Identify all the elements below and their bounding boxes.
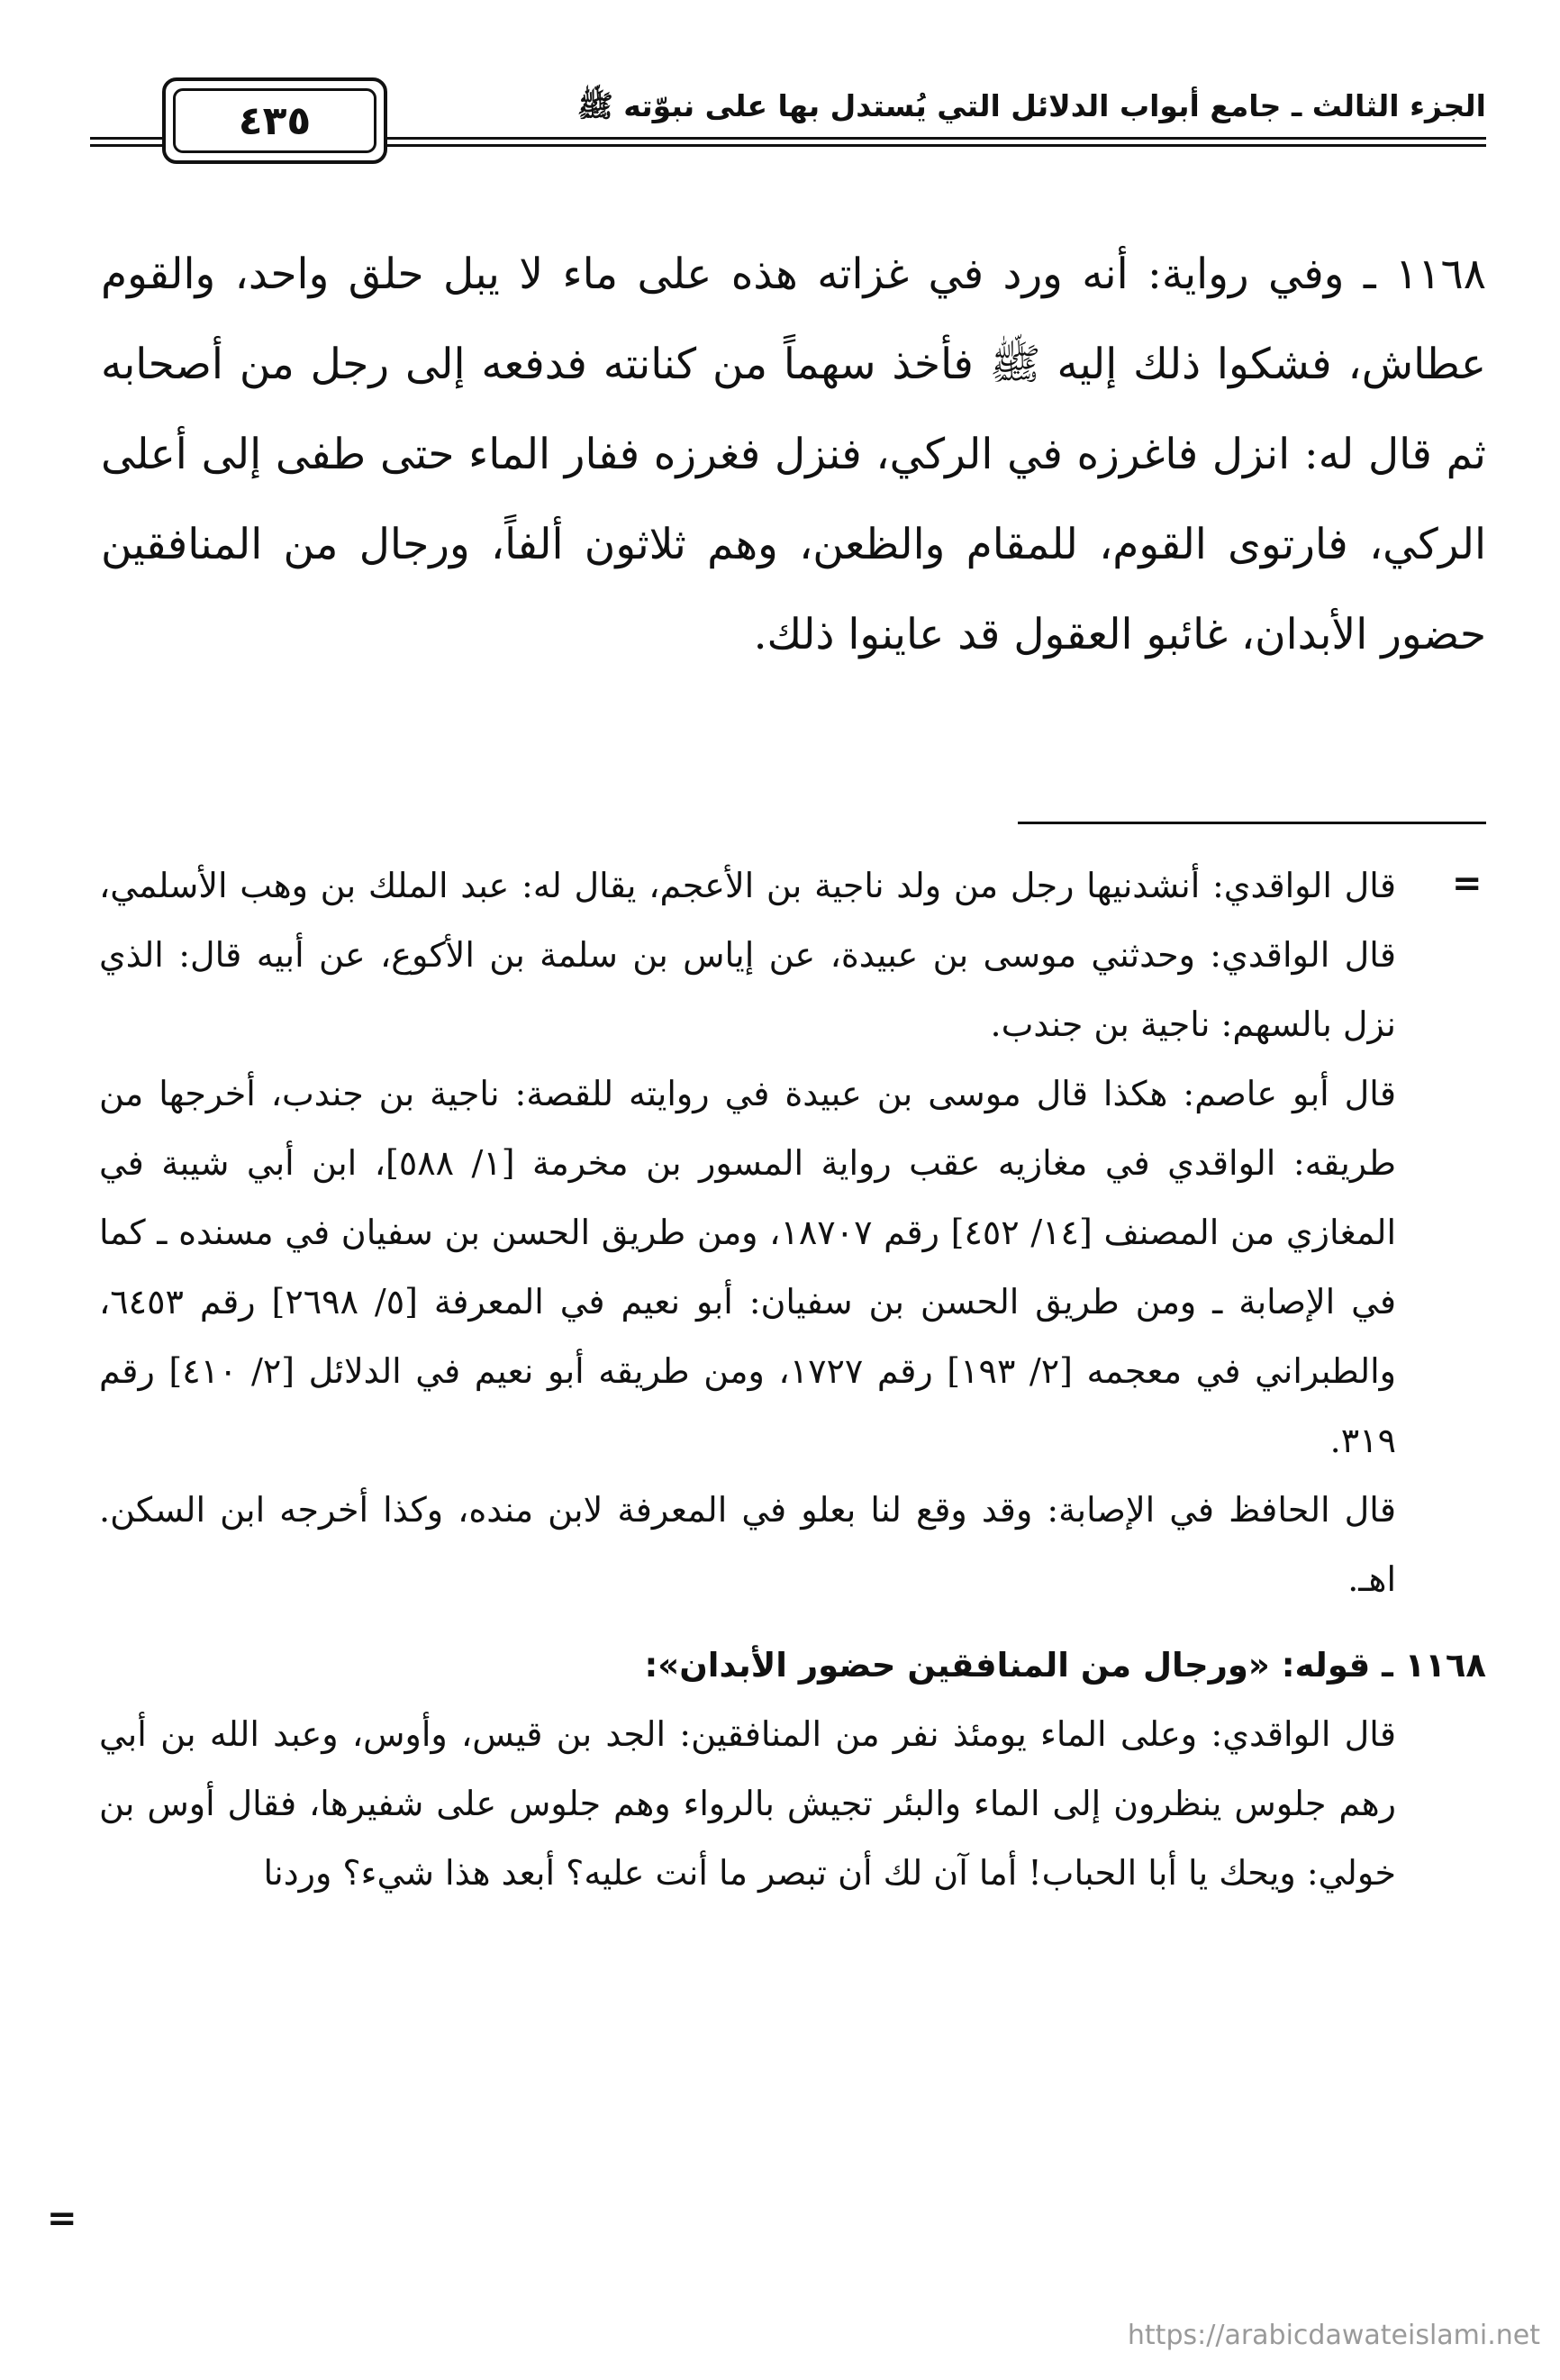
hadith-paragraph: ١١٦٨ ـ وفي رواية: أنه ورد في غزاته هذه على ماء لا يبل حلق واحد، والقوم عطاش، فشكوا ذلك إليه ﷺ فأخذ سهماً من كنانته فدفعه إلى رجل من أصحابه ثم قال له: انزل فاغرزه في الركي، فنزل فغرزه ففار الماء حتى طفى إلى أعلى الركي، فارتوى القوم، للمقام والظعن، وهم ثلاثون ألفاً، ورجال من المنافقين حضور الأبدان، غائبو العقول قد عاينوا ذلك. — [101, 250, 1486, 659]
main-text — [101, 230, 1486, 680]
footnote-paragraph-1: قال الواقدي: أنشدنيها رجل من ولد ناجية بن الأعجم، يقال له: عبد الملك بن وهب الأسلمي، قال الواقدي: وحدثني موسى بن عبيدة، عن إياس بن سلمة بن الأكوع، عن أبيه قال: الذي نزل بالسهم: ناجية بن جندب. — [99, 866, 1396, 1044]
continuation-mark-top: = — [1452, 863, 1483, 904]
footnote-heading: ١١٦٨ ـ قوله: «ورجال من المنافقين حضور الأبدان»: — [644, 1646, 1486, 1685]
page-number: ٤٣٥ — [173, 88, 376, 153]
page-number-frame — [162, 77, 387, 164]
footnote-paragraph-2: قال أبو عاصم: هكذا قال موسى بن عبيدة في روايته للقصة: ناجية بن جندب، أخرجها من طريقه: الواقدي في مغازيه عقب رواية المسور بن مخرمة [١/ ٥٨٨]، ابن أبي شيبة في المغازي من المصنف [١٤/ ٤٥٢] رقم ١٨٧٠٧، ومن طريق الحسن بن سفيان في مسنده ـ كما في الإصابة ـ ومن طريق الحسن بن سفيان: أبو نعيم في المعرفة [٥/ ٢٦٩٨] رقم ٦٤٥٣، والطبراني في معجمه [٢/ ١٩٣] رقم ١٧٢٧، ومن طريقه أبو نعيم في الدلائل [٢/ ٤١٠] رقم ٣١٩. — [99, 1074, 1397, 1460]
footnote-paragraph-3: قال الحافظ في الإصابة: وقد وقع لنا بعلو في المعرفة لابن منده، وكذا أخرجه ابن السكن. اهـ. — [99, 1490, 1396, 1599]
running-title: الجزء الثالث ـ جامع أبواب الدلائل التي يُستدل بها على نبوّته ﷺ — [565, 88, 1486, 132]
continuation-mark-bottom: = — [47, 2198, 77, 2239]
footnotes — [99, 851, 1486, 1908]
watermark-url: https://arabicdawateislami.net — [1127, 2320, 1540, 2351]
footnote-separator — [1018, 822, 1486, 824]
page-header — [90, 70, 1486, 169]
footnote-paragraph-4: قال الواقدي: وعلى الماء يومئذ نفر من المنافقين: الجد بن قيس، وأوس، وعبد الله بن أبي رهم جلوس ينظرون إلى الماء والبئر تجيش بالرواء وهم جلوس على شفيرها، فقال أوس بن خولي: ويحك يا أبا الحباب! أما آن لك أن تبصر ما أنت عليه؟ أبعد هذا شيء؟ وردنا — [99, 1714, 1396, 1893]
